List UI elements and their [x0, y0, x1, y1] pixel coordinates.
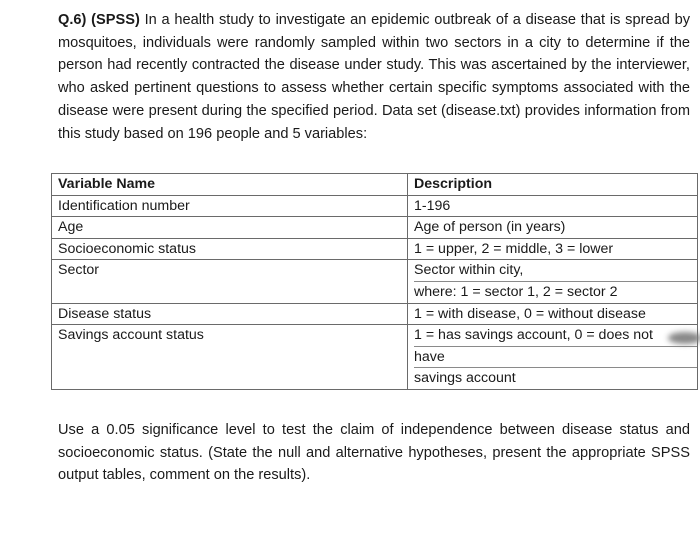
- table-row: [52, 303, 698, 325]
- intro-text: In a health study to investigate an epidemic outbreak of a disease that is spread by mosquitoes, individuals were randomly sampled within two sectors in a city to determine if the person had recently contracted the disease under study. This was ascertained by the interviewer, who asked pertinent questions to assess whether certain specific symptoms associated with the disease were present during the specified period. Data set (disease.txt) provides information from this study based on 196 people and 5 variables:: [58, 12, 690, 142]
- table-row: [52, 238, 698, 260]
- description-cell: [408, 303, 698, 325]
- description-cell: [408, 260, 698, 303]
- description-line: 1 = has savings account, 0 = does not: [414, 325, 697, 347]
- question-paragraph: Use a 0.05 significance level to test the claim of independence between disease status and socioeconomic status. (State the null and alternative hypotheses, present the appropriate SPSS output tables, comment on the results).: [58, 422, 690, 484]
- description-line: 1 = with disease, 0 = without disease: [414, 305, 646, 322]
- description-line: 1-196: [414, 197, 451, 214]
- description-cell: [408, 325, 698, 390]
- description-cell: [408, 195, 698, 217]
- description-line: Sector within city,: [414, 260, 697, 282]
- description-cell: [408, 238, 698, 260]
- variables-table: [51, 173, 698, 390]
- intro-paragraph: [58, 9, 690, 145]
- description-line: have: [414, 347, 697, 369]
- table-row: [52, 217, 698, 239]
- question-number: Q.6): [58, 12, 87, 28]
- variable-name-cell: Identification number: [52, 195, 408, 217]
- description-line: where: 1 = sector 1, 2 = sector 2: [414, 283, 618, 300]
- variable-name-cell: Sector: [52, 260, 408, 303]
- description-line: Age of person (in years): [414, 219, 566, 236]
- variable-name-cell: Age: [52, 217, 408, 239]
- header-variable-name: Variable Name: [52, 174, 408, 196]
- variable-name-cell: Savings account status: [52, 325, 408, 390]
- variable-name-cell: Disease status: [52, 303, 408, 325]
- spss-tag: (SPSS): [91, 12, 140, 28]
- description-cell: [408, 217, 698, 239]
- scan-shadow-artifact: [668, 332, 700, 344]
- table-row: [52, 195, 698, 217]
- table-row: [52, 260, 698, 303]
- variable-name-cell: Socioeconomic status: [52, 238, 408, 260]
- table-header-row: [52, 174, 698, 196]
- table-row: [52, 325, 698, 390]
- header-description: Description: [408, 174, 698, 196]
- description-line: 1 = upper, 2 = middle, 3 = lower: [414, 240, 614, 257]
- description-line: savings account: [414, 370, 516, 387]
